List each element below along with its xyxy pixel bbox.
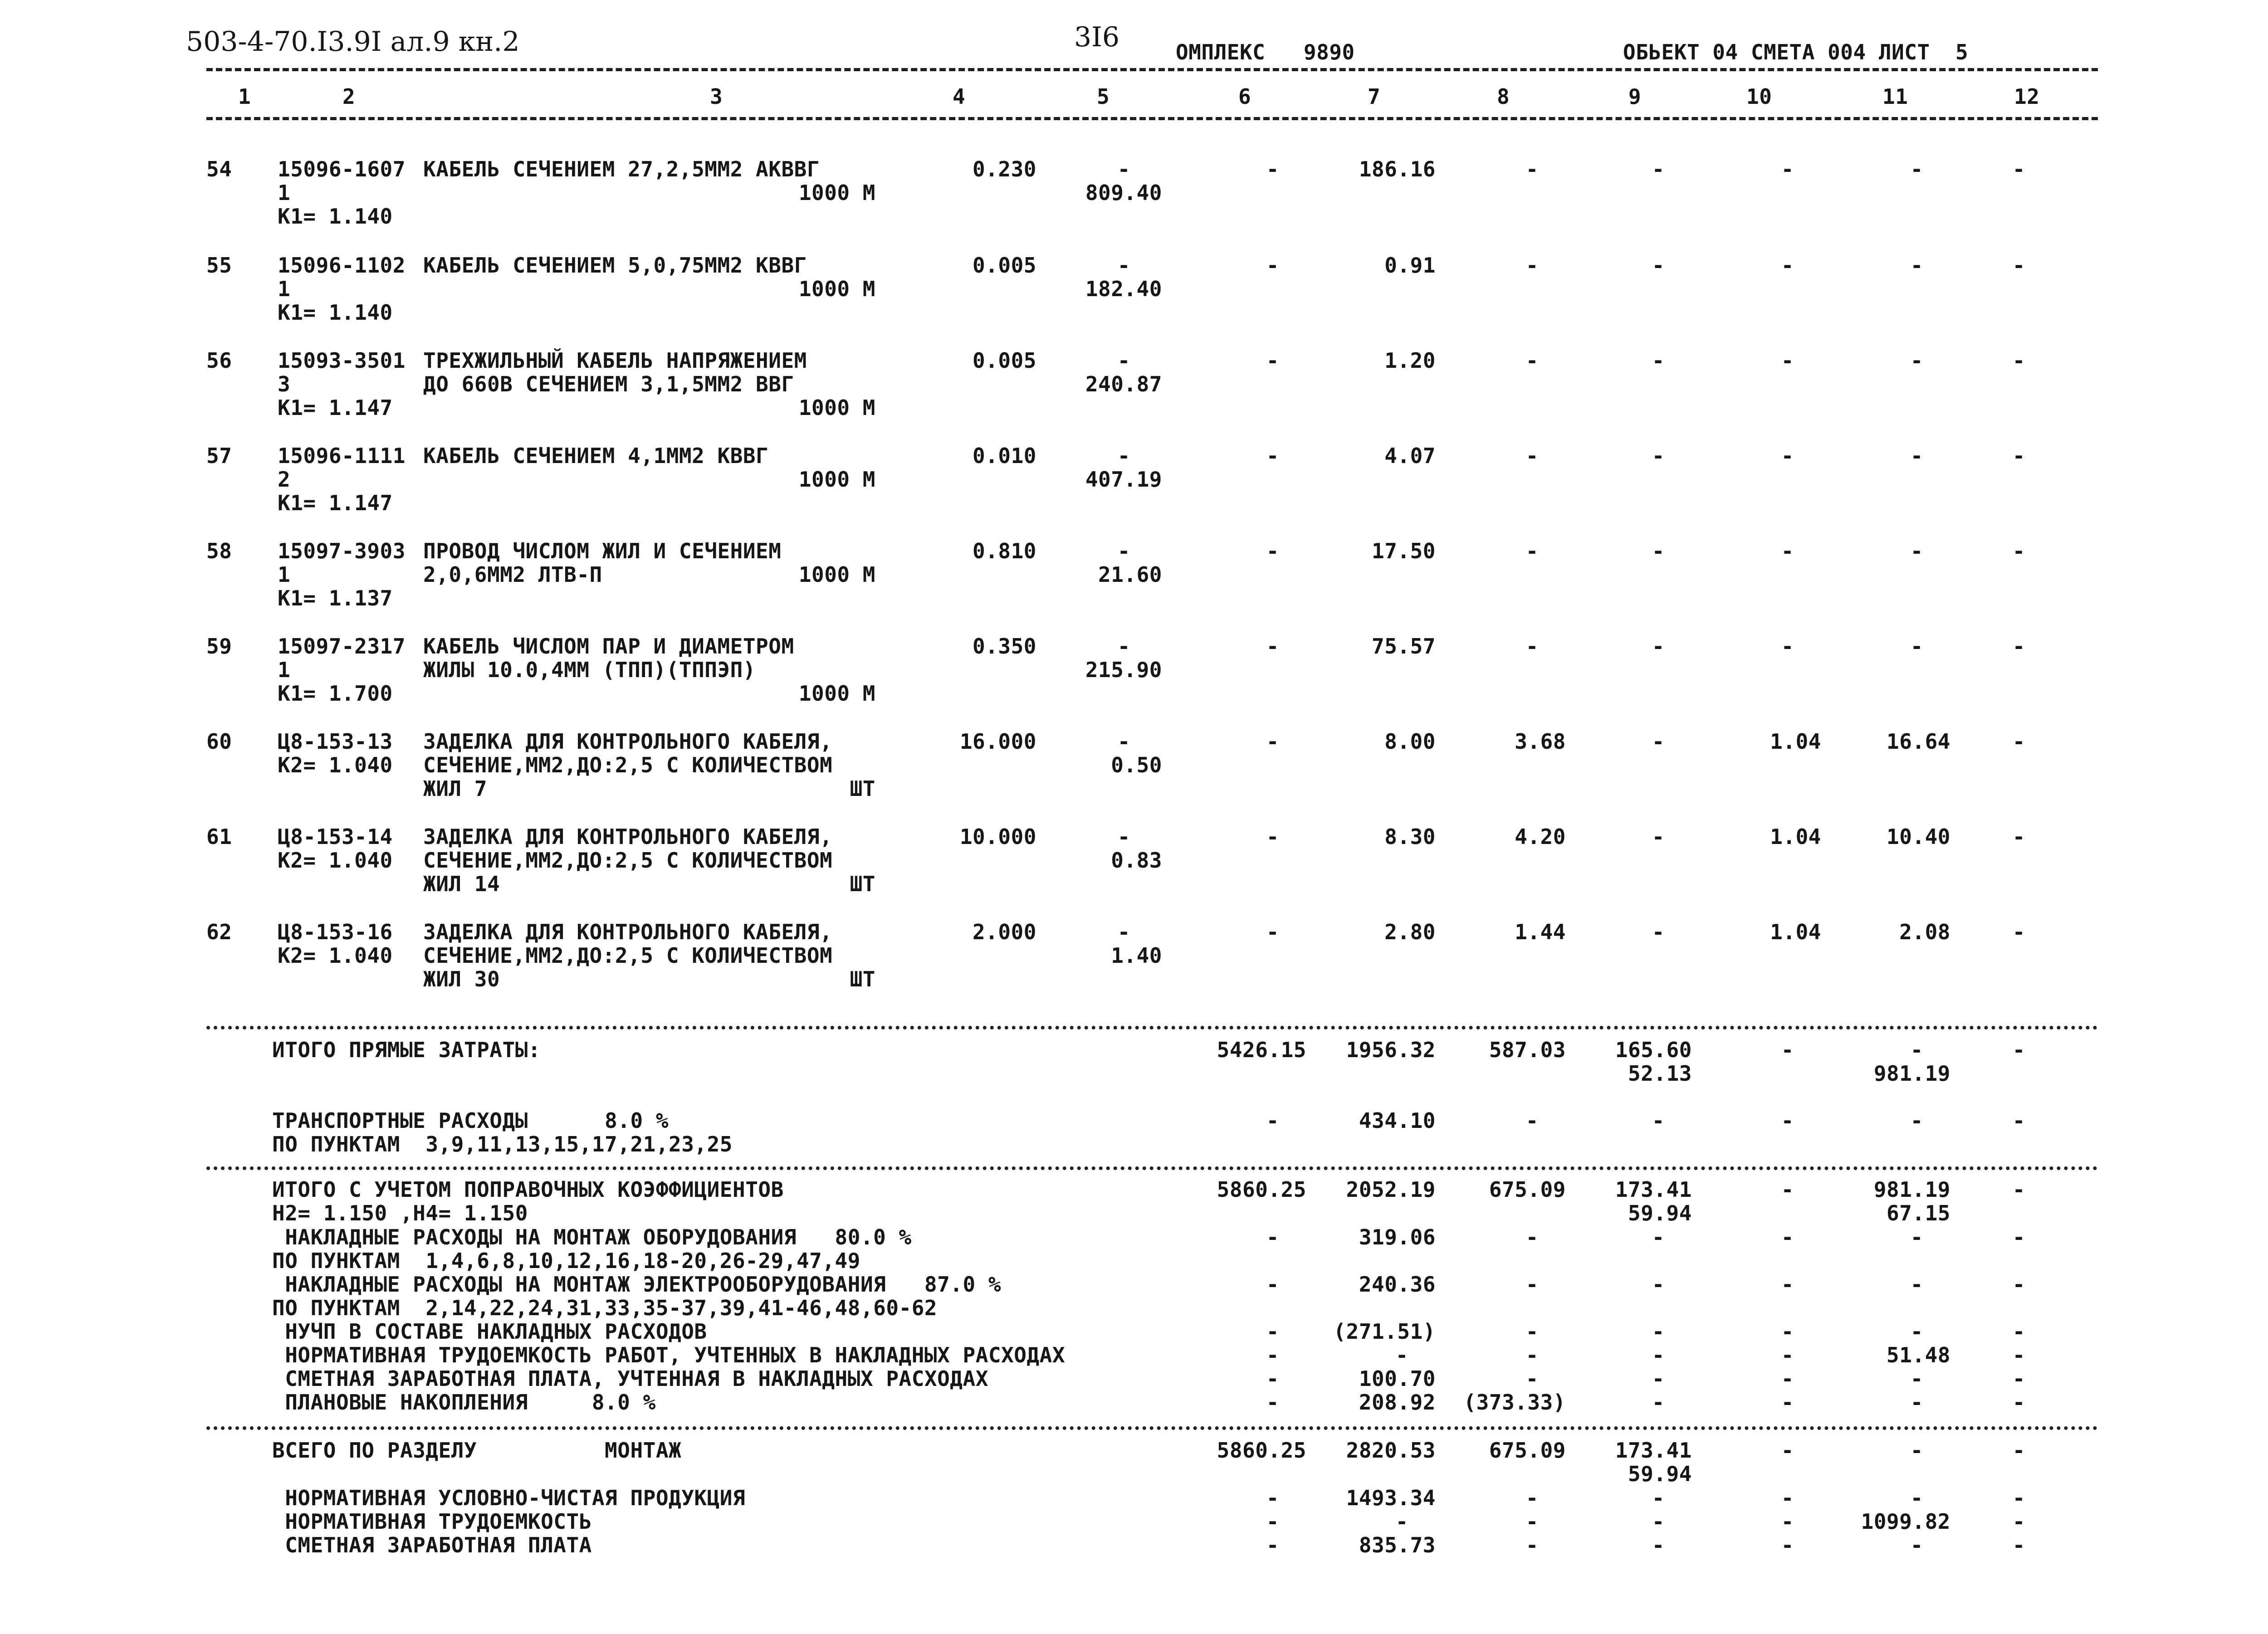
final-row-c8: - <box>1525 1486 1539 1510</box>
column-number: 8 <box>1497 84 1510 109</box>
cell-c10: - <box>1781 157 1794 181</box>
cell-c11: - <box>1910 157 1923 181</box>
cell-c8: 1.44 <box>1515 920 1566 944</box>
row-number: 54 <box>206 157 232 181</box>
corrected-total-c9: 173.41 <box>1615 1177 1692 1202</box>
overhead-row-c10: - <box>1781 1225 1794 1249</box>
row-number: 55 <box>206 253 232 278</box>
final-row-c6: - <box>1266 1509 1279 1534</box>
cell-c6: - <box>1266 824 1279 849</box>
overhead-row-label: НОРМАТИВНАЯ ТРУДОЕМКОСТЬ РАБОТ, УЧТЕННЫХ В НАКЛАДНЫХ РАСХОДАХ <box>272 1343 1066 1367</box>
overhead-row-c7: - <box>1395 1343 1408 1367</box>
item-description: КАБЕЛЬ СЕЧЕНИЕМ 27,2,5ММ2 АКВВГ <box>423 157 820 181</box>
object-estimate-sheet-label: ОБЬЕКТ 04 СМЕТА 004 ЛИСТ 5 <box>1623 40 1969 64</box>
cell-c11: 10.40 <box>1887 824 1950 849</box>
overhead-row-label: НУЧП В СОСТАВЕ НАКЛАДНЫХ РАСХОДОВ <box>272 1319 707 1344</box>
row-number: 61 <box>206 824 232 849</box>
cell-col5: - <box>1117 157 1130 181</box>
cell-col5-value: 21.60 <box>1098 562 1162 587</box>
page-number: 3I6 <box>1074 21 1120 53</box>
overhead-row-c6: - <box>1266 1319 1279 1344</box>
overhead-row-c7: 208.92 <box>1359 1390 1436 1415</box>
transport-costs-c9: - <box>1652 1108 1665 1133</box>
item-subcode: 2 <box>278 467 291 492</box>
overhead-row-c12: - <box>2012 1390 2025 1415</box>
column-number: 11 <box>1882 84 1908 109</box>
item-description: ЗАДЕЛКА ДЛЯ КОНТРОЛЬНОГО КАБЕЛЯ, <box>423 824 833 849</box>
overhead-row-c11: 51.48 <box>1887 1343 1950 1367</box>
corrected-total-c12: - <box>2012 1177 2025 1202</box>
cell-c6: - <box>1266 157 1279 181</box>
cell-col5-value: 240.87 <box>1085 372 1162 396</box>
item-subcode: 1 <box>278 277 291 301</box>
column-number: 4 <box>953 84 966 109</box>
corrected-total-c10: - <box>1781 1177 1794 1202</box>
item-unit: 1000 М <box>798 467 875 492</box>
overhead-row-c7: (271.51) <box>1333 1319 1436 1344</box>
final-row-c8: - <box>1525 1533 1539 1557</box>
column-number: 2 <box>342 84 356 109</box>
transport-costs-c8: - <box>1525 1108 1539 1133</box>
transport-costs-c12: - <box>2012 1108 2025 1133</box>
cell-c8: 3.68 <box>1515 729 1566 754</box>
section-total-c9-extra: 59.94 <box>1628 1462 1692 1486</box>
final-row-c9: - <box>1652 1486 1665 1510</box>
corrected-total-c9-extra: 59.94 <box>1628 1201 1692 1225</box>
cell-c9: - <box>1652 634 1665 658</box>
cell-c8: - <box>1525 348 1539 373</box>
item-subcode: 3 <box>278 372 291 396</box>
cell-col5: - <box>1117 824 1130 849</box>
cell-col5: - <box>1117 729 1130 754</box>
item-unit: ШТ <box>850 967 875 991</box>
row-number: 56 <box>206 348 232 373</box>
cell-c6: - <box>1266 444 1279 468</box>
item-description: ЖИЛ 14 <box>423 872 500 896</box>
cell-col5: - <box>1117 444 1130 468</box>
section-total-c11: - <box>1910 1438 1923 1463</box>
overhead-row-c12: - <box>2012 1225 2025 1249</box>
item-coefficient: К1= 1.140 <box>278 204 393 229</box>
overhead-row-c9: - <box>1652 1366 1665 1391</box>
cell-c6: - <box>1266 348 1279 373</box>
cell-c6: - <box>1266 253 1279 278</box>
document-code: 503-4-70.I3.9I ал.9 кн.2 <box>186 26 520 58</box>
overhead-row-c11: - <box>1910 1366 1923 1391</box>
final-row-c7: - <box>1395 1509 1408 1534</box>
final-row-c9: - <box>1652 1533 1665 1557</box>
item-coefficient: К1= 1.147 <box>278 395 393 420</box>
cell-c9: - <box>1652 824 1665 849</box>
direct-costs-c12: - <box>2012 1038 2025 1062</box>
item-code: 15097-3903 <box>278 539 406 563</box>
cell-c7: 186.16 <box>1359 157 1436 181</box>
cell-c11: 16.64 <box>1887 729 1950 754</box>
row-number: 62 <box>206 920 232 944</box>
cell-col5-value: 182.40 <box>1085 277 1162 301</box>
cell-c12: - <box>2012 729 2025 754</box>
overhead-row-c8: - <box>1525 1225 1539 1249</box>
cell-col5: - <box>1117 920 1130 944</box>
overhead-row-c6: - <box>1266 1343 1279 1367</box>
item-description: ЗАДЕЛКА ДЛЯ КОНТРОЛЬНОГО КАБЕЛЯ, <box>423 729 833 754</box>
item-quantity: 2.000 <box>973 920 1036 944</box>
cell-c7: 4.07 <box>1384 444 1436 468</box>
cell-c8: - <box>1525 253 1539 278</box>
overhead-row-c7: 319.06 <box>1359 1225 1436 1249</box>
section-total-c8: 675.09 <box>1489 1438 1566 1463</box>
item-code: 15093-3501 <box>278 348 406 373</box>
separator-direct <box>206 1026 2098 1029</box>
item-quantity: 0.230 <box>973 157 1036 181</box>
overhead-row-c12: - <box>2012 1272 2025 1297</box>
cell-c9: - <box>1652 444 1665 468</box>
cell-c9: - <box>1652 920 1665 944</box>
final-row-c8: - <box>1525 1509 1539 1534</box>
section-total-c9: 173.41 <box>1615 1438 1692 1463</box>
cell-c11: - <box>1910 253 1923 278</box>
overhead-row-c8: - <box>1525 1272 1539 1297</box>
item-code: 15096-1607 <box>278 157 406 181</box>
item-subcode: 1 <box>278 658 291 682</box>
transport-costs-sublabel: ПО ПУНКТАМ 3,9,11,13,15,17,21,23,25 <box>272 1132 733 1156</box>
item-description: ЖИЛ 7 <box>423 776 487 801</box>
item-subcode: 1 <box>278 562 291 587</box>
column-number: 9 <box>1628 84 1642 109</box>
item-coefficient: К1= 1.147 <box>278 491 393 515</box>
corrected-total-sublabel: Н2= 1.150 ,Н4= 1.150 <box>272 1201 528 1225</box>
overhead-row-c10: - <box>1781 1272 1794 1297</box>
direct-costs-c11-extra: 981.19 <box>1873 1061 1950 1086</box>
cell-col5-value: 809.40 <box>1085 180 1162 205</box>
overhead-row-c9: - <box>1652 1272 1665 1297</box>
item-quantity: 10.000 <box>959 824 1036 849</box>
item-unit: 1000 М <box>798 562 875 587</box>
item-quantity: 16.000 <box>959 729 1036 754</box>
cell-c9: - <box>1652 253 1665 278</box>
overhead-row-c11: - <box>1910 1272 1923 1297</box>
item-description: ПРОВОД ЧИСЛОМ ЖИЛ И СЕЧЕНИЕМ <box>423 539 782 563</box>
item-subcode: К2= 1.040 <box>278 943 393 968</box>
item-coefficient: К1= 1.137 <box>278 586 393 610</box>
overhead-row-c11: - <box>1910 1319 1923 1344</box>
cell-c12: - <box>2012 824 2025 849</box>
overhead-row-c8: (373.33) <box>1463 1390 1566 1415</box>
item-unit: 1000 М <box>798 681 875 706</box>
cell-c10: - <box>1781 253 1794 278</box>
direct-costs-c6: 5426.15 <box>1217 1038 1306 1062</box>
corrected-total-c6: 5860.25 <box>1217 1177 1306 1202</box>
final-row-c10: - <box>1781 1486 1794 1510</box>
item-description: СЕЧЕНИЕ,ММ2,ДО:2,5 С КОЛИЧЕСТВОМ <box>423 848 833 873</box>
column-number: 1 <box>238 84 251 109</box>
final-row-c11: - <box>1910 1533 1923 1557</box>
item-description: СЕЧЕНИЕ,ММ2,ДО:2,5 С КОЛИЧЕСТВОМ <box>423 753 833 777</box>
item-code: Ц8-153-13 <box>278 729 393 754</box>
overhead-row-label: ПО ПУНКТАМ 1,4,6,8,10,12,16,18-20,26-29,47,49 <box>272 1249 860 1273</box>
direct-costs-c9-extra: 52.13 <box>1628 1061 1692 1086</box>
item-subcode: К2= 1.040 <box>278 753 393 777</box>
cell-c9: - <box>1652 729 1665 754</box>
transport-costs-c7: 434.10 <box>1359 1108 1436 1133</box>
item-coefficient: К1= 1.700 <box>278 681 393 706</box>
direct-costs-label: ИТОГО ПРЯМЫЕ ЗАТРАТЫ: <box>272 1038 541 1062</box>
item-code: 15096-1102 <box>278 253 406 278</box>
item-description: ЖИЛЫ 10.0,4ММ (ТПП)(ТППЭП) <box>423 658 756 682</box>
final-row-c11: - <box>1910 1486 1923 1510</box>
transport-costs-label: ТРАНСПОРТНЫЕ РАСХОДЫ 8.0 % <box>272 1108 669 1133</box>
complex-label: ОМПЛЕКС 9890 <box>1176 40 1355 64</box>
cell-c11: - <box>1910 348 1923 373</box>
corrected-total-c7: 2052.19 <box>1346 1177 1436 1202</box>
transport-costs-c6: - <box>1266 1108 1279 1133</box>
cell-c8: - <box>1525 634 1539 658</box>
section-total-c7: 2820.53 <box>1346 1438 1436 1463</box>
overhead-row-c9: - <box>1652 1343 1665 1367</box>
final-row-c12: - <box>2012 1486 2025 1510</box>
cell-c8: 4.20 <box>1515 824 1566 849</box>
final-row-c12: - <box>2012 1533 2025 1557</box>
column-number: 5 <box>1097 84 1110 109</box>
item-unit: 1000 М <box>798 395 875 420</box>
row-number: 58 <box>206 539 232 563</box>
overhead-row-c10: - <box>1781 1343 1794 1367</box>
overhead-row-c10: - <box>1781 1390 1794 1415</box>
item-description: ТРЕХЖИЛЬНЫЙ КАБЕЛЬ НАПРЯЖЕНИЕМ <box>423 348 807 373</box>
cell-c10: - <box>1781 634 1794 658</box>
final-row-c7: 835.73 <box>1359 1533 1436 1557</box>
final-row-c7: 1493.34 <box>1346 1486 1436 1510</box>
item-unit: 1000 М <box>798 277 875 301</box>
cell-c6: - <box>1266 539 1279 563</box>
final-row-label: НОРМАТИВНАЯ УСЛОВНО-ЧИСТАЯ ПРОДУКЦИЯ <box>272 1486 746 1510</box>
cell-c7: 1.20 <box>1384 348 1436 373</box>
row-number: 60 <box>206 729 232 754</box>
overhead-row-c6: - <box>1266 1225 1279 1249</box>
item-description: СЕЧЕНИЕ,ММ2,ДО:2,5 С КОЛИЧЕСТВОМ <box>423 943 833 968</box>
cell-col5-value: 0.50 <box>1111 753 1162 777</box>
item-unit: ШТ <box>850 776 875 801</box>
cell-c12: - <box>2012 920 2025 944</box>
cell-col5-value: 0.83 <box>1111 848 1162 873</box>
cell-c8: - <box>1525 539 1539 563</box>
cell-c7: 0.91 <box>1384 253 1436 278</box>
direct-costs-c8: 587.03 <box>1489 1038 1566 1062</box>
overhead-row-label: СМЕТНАЯ ЗАРАБОТНАЯ ПЛАТА, УЧТЕННАЯ В НАКЛАДНЫХ РАСХОДАХ <box>272 1366 988 1391</box>
cell-c7: 75.57 <box>1372 634 1436 658</box>
cell-c11: 2.08 <box>1899 920 1950 944</box>
column-number: 12 <box>2014 84 2040 109</box>
section-total-label: ВСЕГО ПО РАЗДЕЛУ МОНТАЖ <box>272 1438 682 1463</box>
corrected-total-c11: 981.19 <box>1873 1177 1950 1202</box>
cell-col5: - <box>1117 539 1130 563</box>
direct-costs-c7: 1956.32 <box>1346 1038 1436 1062</box>
cell-col5: - <box>1117 253 1130 278</box>
cell-c9: - <box>1652 539 1665 563</box>
overhead-row-c10: - <box>1781 1319 1794 1344</box>
item-quantity: 0.810 <box>973 539 1036 563</box>
separator-section <box>206 1426 2098 1430</box>
item-description: КАБЕЛЬ СЕЧЕНИЕМ 5,0,75ММ2 КВВГ <box>423 253 807 278</box>
cell-c8: - <box>1525 444 1539 468</box>
direct-costs-c9: 165.60 <box>1615 1038 1692 1062</box>
cell-col5: - <box>1117 634 1130 658</box>
cell-c12: - <box>2012 348 2025 373</box>
overhead-row-c12: - <box>2012 1319 2025 1344</box>
item-description: КАБЕЛЬ ЧИСЛОМ ПАР И ДИАМЕТРОМ <box>423 634 794 658</box>
column-number: 10 <box>1746 84 1772 109</box>
overhead-row-c11: - <box>1910 1225 1923 1249</box>
overhead-row-label: НАКЛАДНЫЕ РАСХОДЫ НА МОНТАЖ ЭЛЕКТРООБОРУДОВАНИЯ 87.0 % <box>272 1272 1002 1297</box>
column-number: 3 <box>710 84 723 109</box>
overhead-row-c9: - <box>1652 1390 1665 1415</box>
direct-costs-c11: - <box>1910 1038 1923 1062</box>
item-code: 15096-1111 <box>278 444 406 468</box>
corrected-total-c11-extra: 67.15 <box>1887 1201 1950 1225</box>
final-row-c10: - <box>1781 1533 1794 1557</box>
overhead-row-c7: 240.36 <box>1359 1272 1436 1297</box>
final-row-label: НОРМАТИВНАЯ ТРУДОЕМКОСТЬ <box>272 1509 592 1534</box>
cell-c12: - <box>2012 157 2025 181</box>
cell-c7: 8.00 <box>1384 729 1436 754</box>
overhead-row-c10: - <box>1781 1366 1794 1391</box>
cell-c11: - <box>1910 444 1923 468</box>
overhead-row-c6: - <box>1266 1366 1279 1391</box>
overhead-row-c11: - <box>1910 1390 1923 1415</box>
row-number: 59 <box>206 634 232 658</box>
cell-c10: - <box>1781 348 1794 373</box>
direct-costs-c10: - <box>1781 1038 1794 1062</box>
item-description: КАБЕЛЬ СЕЧЕНИЕМ 4,1ММ2 КВВГ <box>423 444 769 468</box>
cell-c7: 17.50 <box>1372 539 1436 563</box>
transport-costs-c11: - <box>1910 1108 1923 1133</box>
item-code: Ц8-153-14 <box>278 824 393 849</box>
overhead-row-c6: - <box>1266 1272 1279 1297</box>
section-total-c10: - <box>1781 1438 1794 1463</box>
item-quantity: 0.005 <box>973 348 1036 373</box>
item-description: ЖИЛ 30 <box>423 967 500 991</box>
transport-costs-c10: - <box>1781 1108 1794 1133</box>
overhead-row-c6: - <box>1266 1390 1279 1415</box>
cell-c10: - <box>1781 444 1794 468</box>
item-subcode: К2= 1.040 <box>278 848 393 873</box>
cell-col5-value: 215.90 <box>1085 658 1162 682</box>
cell-c6: - <box>1266 920 1279 944</box>
final-row-c11: 1099.82 <box>1861 1509 1950 1534</box>
cell-col5: - <box>1117 348 1130 373</box>
corrected-total-c8: 675.09 <box>1489 1177 1566 1202</box>
item-quantity: 0.005 <box>973 253 1036 278</box>
overhead-row-c12: - <box>2012 1343 2025 1367</box>
cell-c11: - <box>1910 539 1923 563</box>
header-rule-bottom <box>206 117 2098 120</box>
section-total-c12: - <box>2012 1438 2025 1463</box>
item-code: 15097-2317 <box>278 634 406 658</box>
cell-c10: 1.04 <box>1770 729 1821 754</box>
header-rule-top <box>206 68 2098 71</box>
final-row-c6: - <box>1266 1486 1279 1510</box>
final-row-c6: - <box>1266 1533 1279 1557</box>
item-unit: 1000 М <box>798 180 875 205</box>
overhead-row-c8: - <box>1525 1319 1539 1344</box>
cell-c8: - <box>1525 157 1539 181</box>
overhead-row-c9: - <box>1652 1225 1665 1249</box>
separator-corrected <box>206 1166 2098 1170</box>
cell-c7: 2.80 <box>1384 920 1436 944</box>
cell-c10: 1.04 <box>1770 920 1821 944</box>
cell-c12: - <box>2012 634 2025 658</box>
item-code: Ц8-153-16 <box>278 920 393 944</box>
item-unit: ШТ <box>850 872 875 896</box>
cell-c9: - <box>1652 348 1665 373</box>
cell-c12: - <box>2012 444 2025 468</box>
overhead-row-c8: - <box>1525 1343 1539 1367</box>
final-row-c12: - <box>2012 1509 2025 1534</box>
cell-c11: - <box>1910 634 1923 658</box>
cell-c6: - <box>1266 634 1279 658</box>
corrected-total-label: ИТОГО С УЧЕТОМ ПОПРАВОЧНЫХ КОЭФФИЦИЕНТОВ <box>272 1177 784 1202</box>
cell-col5-value: 407.19 <box>1085 467 1162 492</box>
overhead-row-label: ПЛАНОВЫЕ НАКОПЛЕНИЯ 8.0 % <box>272 1390 656 1415</box>
item-subcode: 1 <box>278 180 291 205</box>
cell-c12: - <box>2012 253 2025 278</box>
column-number: 7 <box>1368 84 1381 109</box>
item-quantity: 0.350 <box>973 634 1036 658</box>
overhead-row-c9: - <box>1652 1319 1665 1344</box>
cell-c9: - <box>1652 157 1665 181</box>
final-row-label: СМЕТНАЯ ЗАРАБОТНАЯ ПЛАТА <box>272 1533 592 1557</box>
cell-c10: - <box>1781 539 1794 563</box>
item-description: ЗАДЕЛКА ДЛЯ КОНТРОЛЬНОГО КАБЕЛЯ, <box>423 920 833 944</box>
overhead-row-label: ПО ПУНКТАМ 2,14,22,24,31,33,35-37,39,41-46,48,60-62 <box>272 1296 938 1320</box>
item-description: 2,0,6ММ2 ЛТВ-П <box>423 562 602 587</box>
overhead-row-label: НАКЛАДНЫЕ РАСХОДЫ НА МОНТАЖ ОБОРУДОВАНИЯ 80.0 % <box>272 1225 912 1249</box>
overhead-row-c8: - <box>1525 1366 1539 1391</box>
final-row-c9: - <box>1652 1509 1665 1534</box>
final-row-c10: - <box>1781 1509 1794 1534</box>
cell-c7: 8.30 <box>1384 824 1436 849</box>
overhead-row-c7: 100.70 <box>1359 1366 1436 1391</box>
item-coefficient: К1= 1.140 <box>278 300 393 325</box>
row-number: 57 <box>206 444 232 468</box>
cell-c10: 1.04 <box>1770 824 1821 849</box>
cell-col5-value: 1.40 <box>1111 943 1162 968</box>
item-quantity: 0.010 <box>973 444 1036 468</box>
overhead-row-c12: - <box>2012 1366 2025 1391</box>
section-total-c6: 5860.25 <box>1217 1438 1306 1463</box>
cell-c6: - <box>1266 729 1279 754</box>
cell-c12: - <box>2012 539 2025 563</box>
column-number: 6 <box>1238 84 1251 109</box>
item-description: ДО 660В СЕЧЕНИЕМ 3,1,5ММ2 ВВГ <box>423 372 794 396</box>
